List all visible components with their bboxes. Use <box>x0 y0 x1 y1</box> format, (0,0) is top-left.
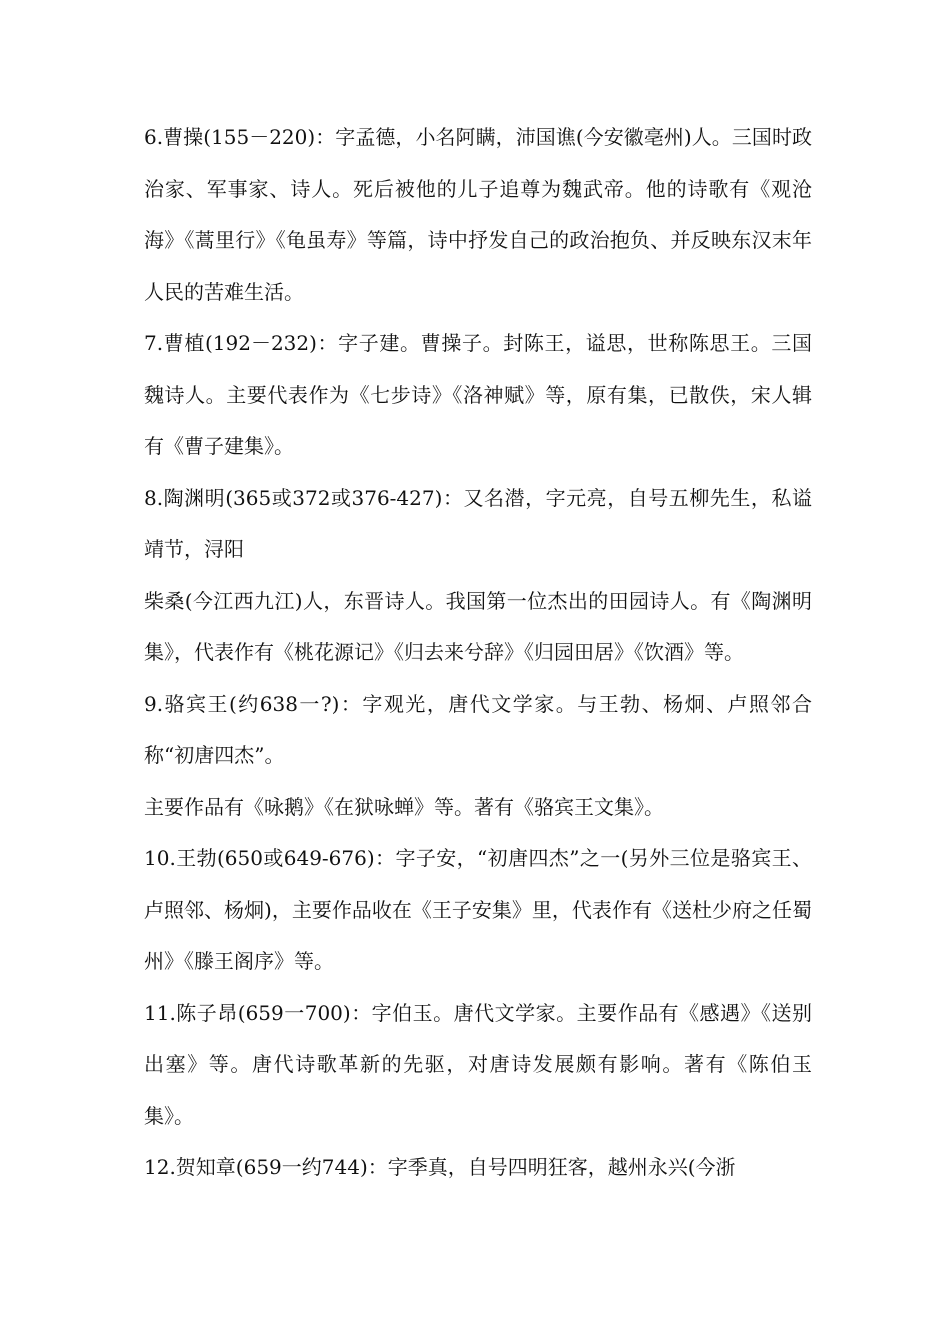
paragraph-luo-binwang: 9.骆宾王(约638一?)：字观光，唐代文学家。与王勃、杨炯、卢照邻合称“初唐四杰”。 <box>144 691 812 767</box>
paragraph-tao-yuanming: 8.陶渊明(365或372或376-427)：又名潜，字元亮，自号五柳先生，私谥靖节，浔阳 <box>144 485 812 561</box>
paragraph-he-zhizhang: 12.贺知章(659一约744)：字季真，自号四明狂客，越州永兴(今浙 <box>144 1155 736 1179</box>
paragraph-luo-binwang-works: 主要作品有《咏鹅》《在狱咏蝉》等。著有《骆宾王文集》。 <box>144 794 664 819</box>
paragraph-chen-ziang: 11.陈子昂(659一700)：字伯玉。唐代文学家。主要作品有《感遇》《送别出塞》等。唐代诗歌革新的先驱，对唐诗发展颇有影响。著有《陈伯玉集》。 <box>144 1000 812 1128</box>
paragraph-cao-zhi: 7.曹植(192－232)：字子建。曹操子。封陈王，谥思，世称陈思王。三国魏诗人。主要代表作为《七步诗》《洛神赋》等，原有集，已散佚，宋人辑有《曹子建集》。 <box>144 331 812 458</box>
paragraph-wang-bo: 10.王勃(650或649-676)：字子安，“初唐四杰”之一(另外三位是骆宾王、卢照邻、杨炯)，主要作品收在《王子安集》里，代表作有《送杜少府之任蜀州》《滕王阁序》等。 <box>144 846 812 973</box>
document-page <box>144 112 812 1194</box>
paragraph-tao-yuanming-continued: 柴桑(今江西九江)人，东晋诗人。我国第一位杰出的田园诗人。有《陶渊明集》，代表作有《桃花源记》《归去来兮辞》《归园田居》《饮酒》等。 <box>144 588 812 664</box>
paragraph-cao-cao: 6.曹操(155－220)：字孟德，小名阿瞒，沛国谯(今安徽亳州)人。三国时政治家、军事家、诗人。死后被他的儿子追尊为魏武帝。他的诗歌有《观沧海》《蒿里行》《龟虽寿》等篇，诗中抒发自己的政治抱负、并反映东汉末年人民的苦难生活。 <box>144 125 812 304</box>
